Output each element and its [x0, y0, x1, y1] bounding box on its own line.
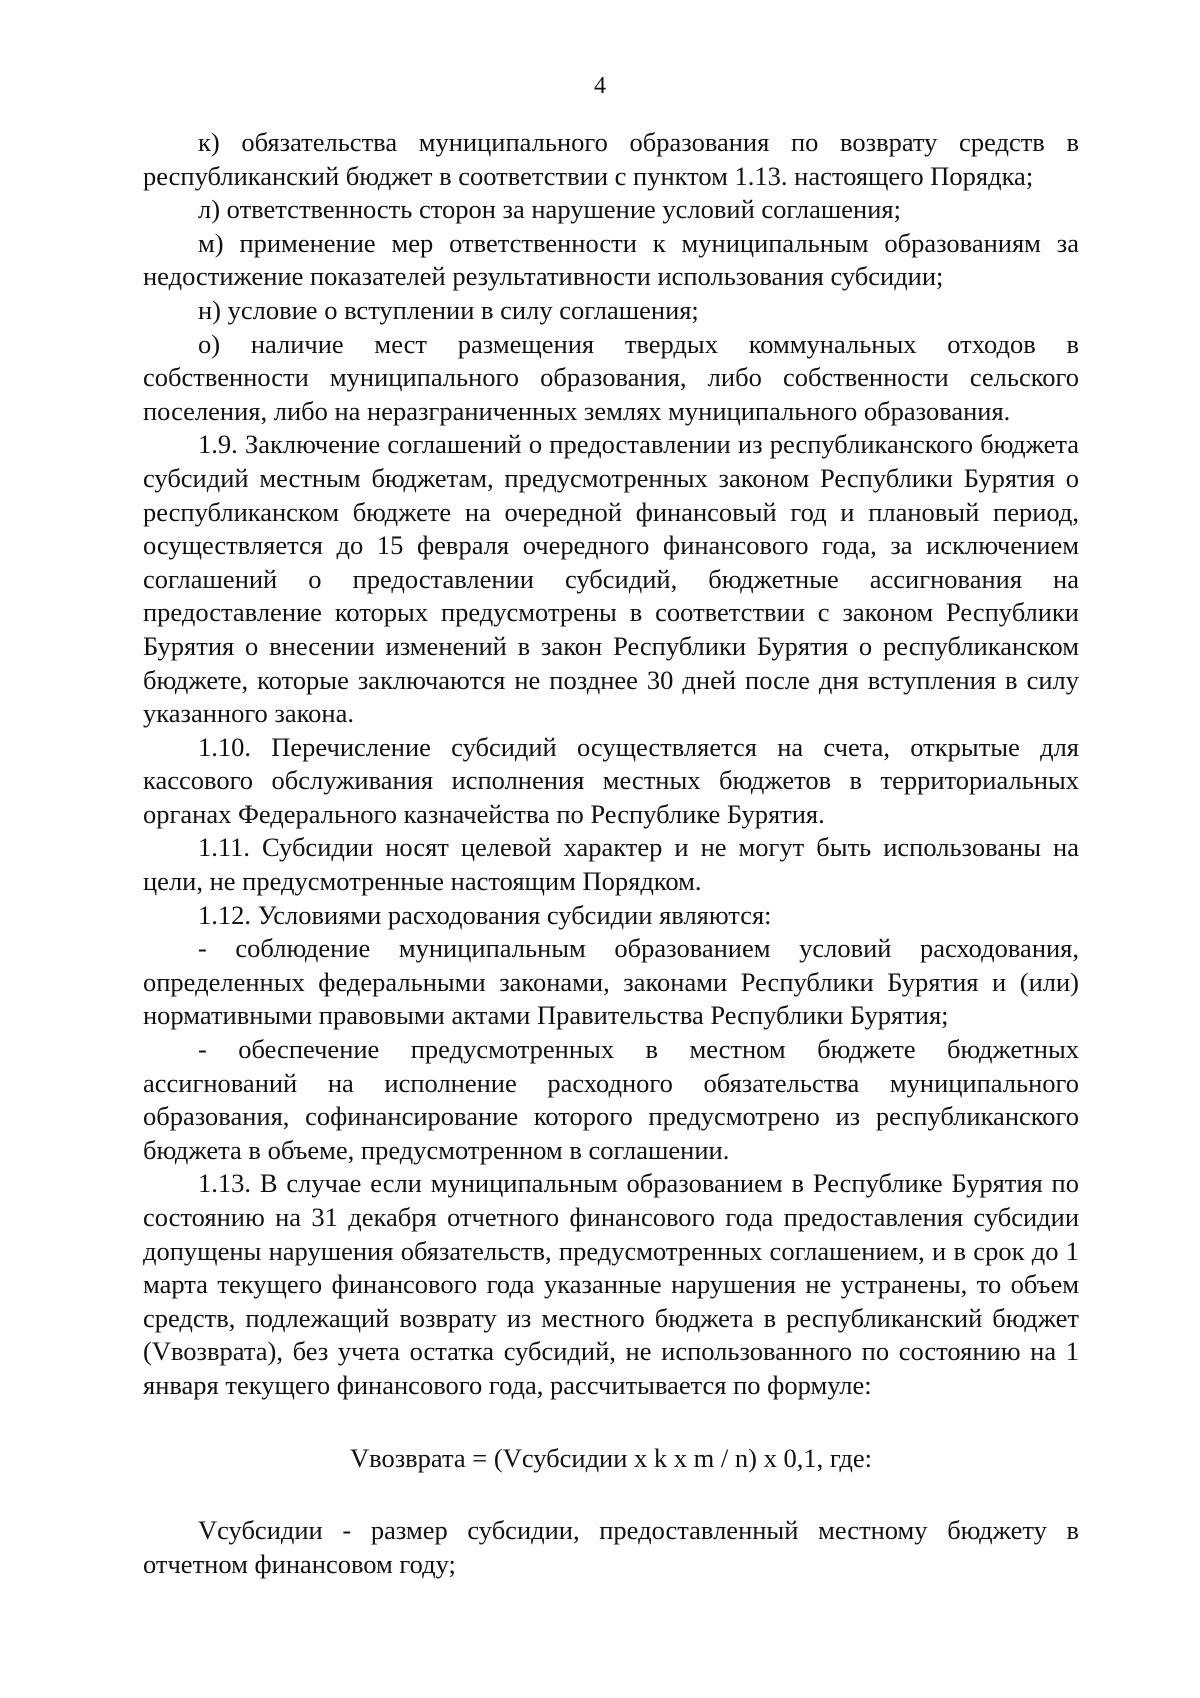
paragraph-1-11: 1.11. Субсидии носят целевой характер и не могут быть использованы на цели, не предусмотренные настоящим Порядком.	[143, 832, 1079, 897]
return-formula: Vвозврата = (Vсубсидии x k x m / n) x 0,1, где:	[349, 1442, 873, 1473]
page-number: 4	[594, 73, 606, 99]
paragraph-condition-1: - соблюдение муниципальным образованием условий расходования, определенных федеральными законами, законами Республики Бурятия и (или) нормативными правовыми актами Правительства Республики Бурятия;	[143, 933, 1079, 1031]
paragraph-condition-2: - обеспечение предусмотренных в местном бюджете бюджетных ассигнований на исполнение расходного обязательства муниципального образования, софинансирование которого предусмотрено из республиканского бюджета в объеме, предусмотренном в соглашении.	[143, 1034, 1079, 1165]
paragraph-v-subsidy-definition: Vсубсидии - размер субсидии, предоставленный местному бюджету в отчетном финансовом году;	[143, 1515, 1079, 1579]
paragraph-m: м) применение мер ответственности к муниципальным образованиям за недостижение показателей результативности использования субсидии;	[143, 227, 1079, 292]
paragraph-1-12: 1.12. Условиями расходования субсидии являются:	[198, 899, 772, 930]
paragraph-l: л) ответственность сторон за нарушение условий соглашения;	[198, 194, 901, 225]
paragraph-o: о) наличие мест размещения твердых коммунальных отходов в собственности муниципального образования, либо собственности сельского поселения, либо на неразграниченных землях муниципального образования.	[143, 328, 1079, 426]
paragraph-k: к) обязательства муниципального образования по возврату средств в республиканский бюджет в соответствии с пунктом 1.13. настоящего Порядка;	[143, 127, 1079, 191]
paragraph-n: н) условие о вступлении в силу соглашения;	[198, 294, 699, 325]
paragraph-1-9: 1.9. Заключение соглашений о предоставлении из республиканского бюджета субсидий местным бюджетам, предусмотренных законом Республики Бурятия о республиканском бюджете на очередной финансовый год и плановый период, осуществляется до 15 февраля очередного финансового года, за исключением соглашений о предоставлении субсидий, бюджетные ассигнования на предоставление которых предусмотрены в соответствии с законом Республики Бурятия о внесении изменений в закон Республики Бурятия о республиканском бюджете, которые заключаются не позднее 30 дней после дня вступления в силу указанного закона.	[143, 429, 1079, 729]
paragraph-1-13: 1.13. В случае если муниципальным образованием в Республике Бурятия по состоянию на 31 декабря отчетного финансового года предоставления субсидии допущены нарушения обязательств, предусмотренных соглашением, и в срок до 1 марта текущего финансового года указанные нарушения не устранены, то объем средств, подлежащий возврату из местного бюджета в республиканский бюджет (Vвозврата), без учета остатка субсидий, не использованного по состоянию на 1 января текущего финансового года, рассчитывается по формуле:	[143, 1168, 1079, 1400]
document-body	[143, 126, 1079, 1581]
paragraph-1-10: 1.10. Перечисление субсидий осуществляется на счета, открытые для кассового обслуживания исполнения местных бюджетов в территориальных органах Федерального казначейства по Республике Бурятия.	[143, 731, 1079, 829]
